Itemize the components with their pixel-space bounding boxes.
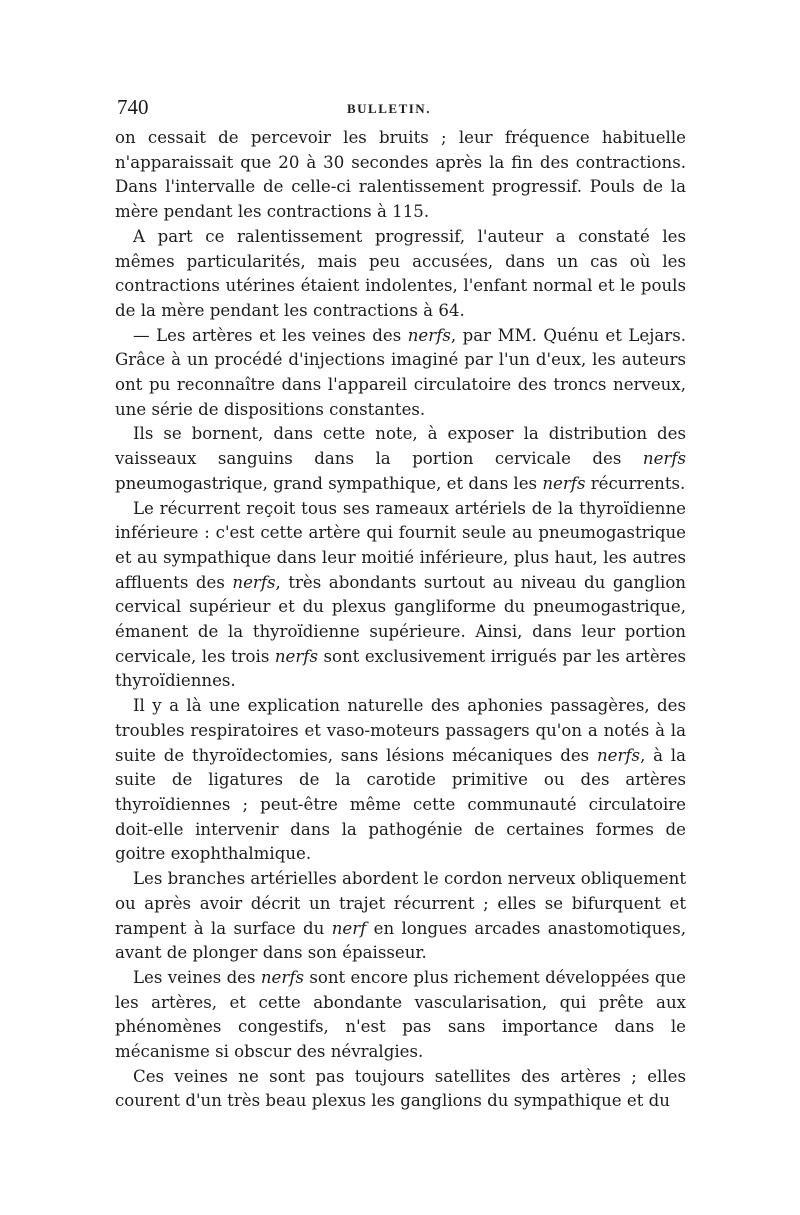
page-header (117, 95, 687, 125)
paragraph: — Les artères et les veines des nerfs, par MM. Quénu et Lejars. Grâce à un procédé d'injections imaginé par l'un d'eux, les auteurs ont pu reconnaître dans l'appareil circulatoire des troncs nerveux, une série de dispositions constantes. (115, 325, 686, 419)
paragraph: Les branches artérielles abordent le cordon nerveux obliquement ou après avoir décrit un trajet récurrent ; elles se bifurquent et rampent à la surface du nerf en longues arcades anastomotiques, avant de plonger dans son épaisseur. (115, 869, 686, 963)
paragraph: Les veines des nerfs sont encore plus richement développées que les artères, et cette abondante vascularisation, qui prête aux phénomènes congestifs, n'est pas sans importance dans le mécanisme si obscur des névralgies. (115, 967, 686, 1062)
italic-term: nerfs (542, 473, 586, 493)
paragraph: Ces veines ne sont pas toujours satellites des artères ; elles courent d'un très beau plexus les ganglions du sympathique et du (115, 1066, 686, 1111)
italic-term: nerf (331, 918, 367, 938)
italic-term: nerfs (596, 745, 641, 765)
italic-term: nerfs (274, 646, 318, 666)
paragraph: A part ce ralentissement progressif, l'auteur a constaté les mêmes particularités, mais peu accusées, dans un cas où les contractions utérines étaient indolentes, l'enfant normal et le pouls de la mère pendant les contractions à 64. (115, 226, 686, 320)
paragraph: on cessait de percevoir les bruits ; leur fréquence habituelle n'apparaissait que 20 à 30 secondes après la fin des contractions. Dans l'intervalle de celle-ci ralentissement progressif. Pouls de la mère pendant les contractions à 115. (115, 128, 686, 222)
italic-term: nerfs (260, 967, 304, 987)
page-number: 740 (117, 95, 149, 119)
running-title: BULLETIN. (347, 101, 431, 116)
italic-term: nerfs (642, 449, 686, 469)
paragraph: Ils se bornent, dans cette note, à exposer la distribution des vaisseaux sanguins dans la portion cervicale des nerfs pneumogastrique, grand sympathique, et dans les nerfs récurrents. (115, 424, 686, 493)
paragraph: Le récurrent reçoit tous ses rameaux artériels de la thyroïdienne inférieure : c'est cette artère qui fournit seule au pneumogastrique et au sympathique dans leur moitié inférieure, plus haut, les autres affluents des nerfs, très abondants surtout au niveau du ganglion cervical supérieur et du plexus gangliforme du pneumogastrique, émanent de la thyroïdienne supérieure. Ainsi, dans leur portion cervicale, les trois nerfs sont exclusivement irrigués par les artères thyroïdiennes. (115, 498, 686, 691)
italic-term: nerfs (232, 572, 276, 592)
body-text (115, 126, 686, 1114)
italic-term: nerfs (407, 325, 451, 345)
paragraph: Il y a là une explication naturelle des aphonies passagères, des troubles respiratoires et vaso-moteurs passagers qu'on a notés à la suite de thyroïdectomies, sans lésions mécaniques des nerfs, à la suite de ligatures de la carotide primitive ou des artères thyroïdiennes ; peut-être même cette communauté circulatoire doit-elle intervenir dans la pathogénie de certaines formes de goitre exophthalmique. (115, 696, 686, 864)
